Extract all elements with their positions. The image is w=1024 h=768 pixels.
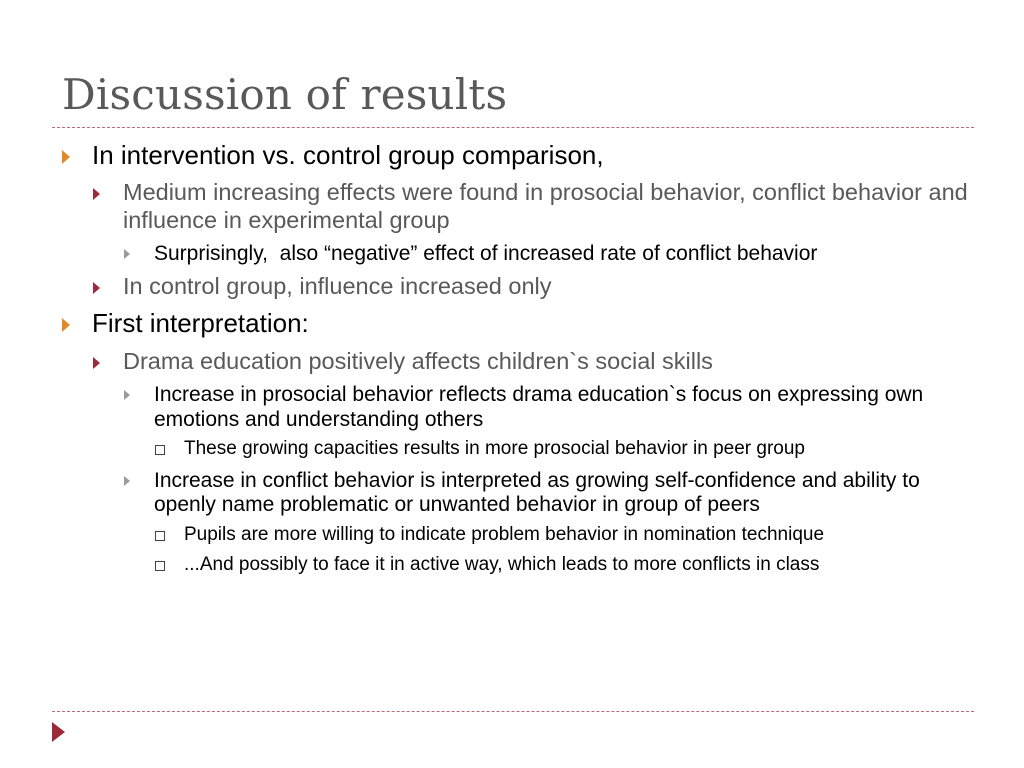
bullet-item — [93, 273, 972, 300]
bullet-text: Increase in conflict behavior is interpreted as growing self-confidence and ability to openly name problematic or unwanted behavior in group of peers — [154, 468, 920, 517]
maroon-triangle-bullet-icon — [93, 357, 100, 369]
bullet-item — [93, 348, 972, 375]
bullet-list — [62, 140, 972, 584]
bullet-text: Increase in prosocial behavior reflects drama education`s focus on expressing own emotions and understanding others — [154, 383, 924, 431]
bullet-text: In intervention vs. control group comparison, — [92, 140, 604, 170]
bullet-item — [155, 554, 972, 576]
bullet-item — [155, 438, 972, 460]
bullet-text: These growing capacities results in more prosocial behavior in peer group — [184, 438, 805, 460]
gray-triangle-bullet-icon — [124, 390, 130, 400]
bullet-item — [155, 524, 972, 546]
bullet-text: ...And possibly to face it in active way, which leads to more conflicts in class — [184, 554, 820, 575]
bullet-text: Medium increasing effects were found in prosocial behavior, conflict behavior and influence in experimental group — [123, 179, 968, 233]
gray-triangle-bullet-icon — [124, 249, 130, 259]
maroon-triangle-nav-icon[interactable] — [52, 722, 65, 742]
hollow-square-bullet-icon — [155, 561, 165, 571]
orange-triangle-bullet-icon — [62, 150, 70, 164]
maroon-triangle-bullet-icon — [93, 188, 100, 200]
title-divider — [52, 127, 974, 128]
bullet-text: Drama education positively affects children`s social skills — [123, 347, 713, 374]
slide-title: Discussion of results — [62, 70, 508, 119]
bullet-text: First interpretation: — [92, 308, 309, 339]
bullet-text: In control group, influence increased only — [123, 272, 552, 299]
bullet-item — [62, 308, 972, 338]
bullet-item — [62, 140, 972, 170]
orange-triangle-bullet-icon — [62, 318, 70, 332]
footer-divider — [52, 711, 974, 712]
hollow-square-bullet-icon — [155, 531, 165, 541]
hollow-square-bullet-icon — [155, 445, 165, 455]
maroon-triangle-bullet-icon — [93, 282, 100, 294]
bullet-text: Pupils are more willing to indicate problem behavior in nomination technique — [184, 523, 825, 545]
bullet-text: Surprisingly, also “negative” effect of increased rate of conflict behavior — [154, 242, 818, 266]
bullet-item — [124, 242, 972, 267]
bullet-item — [124, 469, 972, 518]
gray-triangle-bullet-icon — [124, 476, 130, 486]
bullet-item — [93, 179, 972, 234]
bullet-item — [124, 383, 972, 432]
